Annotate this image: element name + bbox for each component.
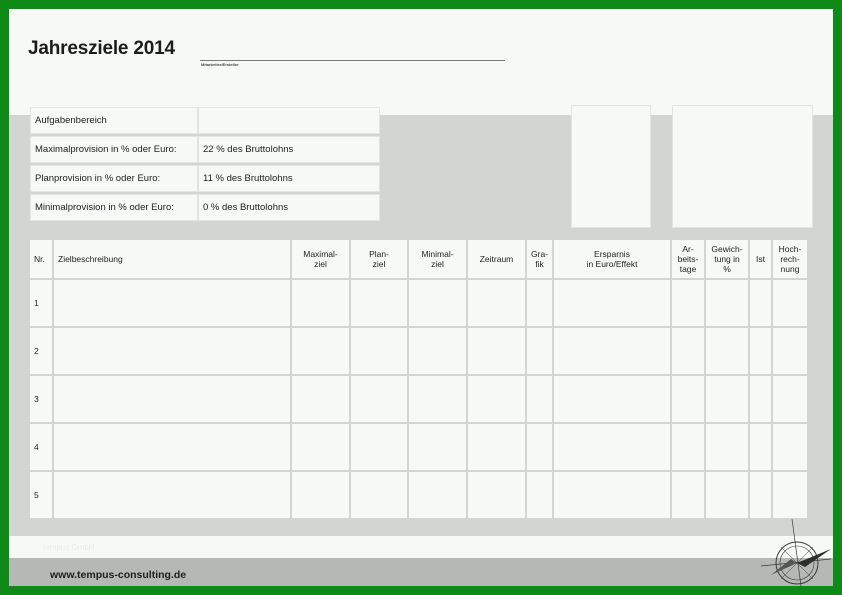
cell-planziel[interactable] bbox=[351, 280, 407, 326]
employee-line-label: Mitarbeiter/Ersteller bbox=[201, 62, 239, 67]
cell-maximalziel[interactable] bbox=[292, 472, 349, 518]
cell-minimalziel[interactable] bbox=[409, 328, 466, 374]
table-row bbox=[30, 376, 807, 422]
row-number: 1 bbox=[30, 280, 52, 326]
cell-planziel[interactable] bbox=[351, 424, 407, 470]
header-minimalziel: Minimal- ziel bbox=[409, 240, 466, 278]
table-row bbox=[30, 424, 807, 470]
cell-maximalziel[interactable] bbox=[292, 376, 349, 422]
cell-ist[interactable] bbox=[750, 328, 771, 374]
cell-zielbeschreibung[interactable] bbox=[54, 472, 290, 518]
cell-grafik[interactable] bbox=[527, 424, 552, 470]
cell-ersparnis[interactable] bbox=[554, 376, 670, 422]
table-row bbox=[30, 472, 807, 518]
header-hochrechnung: Hoch- rech- nung bbox=[773, 240, 807, 278]
cell-grafik[interactable] bbox=[527, 328, 552, 374]
goals-table bbox=[28, 238, 809, 520]
table-row bbox=[30, 280, 807, 326]
info-label: Aufgabenbereich bbox=[30, 107, 198, 134]
cell-gewichtung[interactable] bbox=[706, 328, 748, 374]
cell-zeitraum[interactable] bbox=[468, 328, 525, 374]
cell-gewichtung[interactable] bbox=[706, 424, 748, 470]
info-value[interactable]: 0 % des Bruttolohns bbox=[198, 194, 380, 221]
cell-grafik[interactable] bbox=[527, 376, 552, 422]
cell-arbeitstage[interactable] bbox=[672, 424, 704, 470]
cell-ist[interactable] bbox=[750, 424, 771, 470]
cell-zeitraum[interactable] bbox=[468, 376, 525, 422]
cell-planziel[interactable] bbox=[351, 376, 407, 422]
header-nr: Nr. bbox=[30, 240, 52, 278]
compass-logo-icon bbox=[761, 519, 831, 586]
row-number: 4 bbox=[30, 424, 52, 470]
header-zeitraum: Zeitraum bbox=[468, 240, 525, 278]
cell-planziel[interactable] bbox=[351, 328, 407, 374]
cell-hochrechnung[interactable] bbox=[773, 280, 807, 326]
info-row bbox=[30, 194, 380, 221]
cell-hochrechnung[interactable] bbox=[773, 328, 807, 374]
cell-hochrechnung[interactable] bbox=[773, 424, 807, 470]
cell-arbeitstage[interactable] bbox=[672, 280, 704, 326]
info-label: Minimalprovision in % oder Euro: bbox=[30, 194, 198, 221]
cell-arbeitstage[interactable] bbox=[672, 328, 704, 374]
table-row bbox=[30, 328, 807, 374]
info-row bbox=[30, 136, 380, 163]
cell-minimalziel[interactable] bbox=[409, 424, 466, 470]
info-row bbox=[30, 107, 380, 134]
cell-grafik[interactable] bbox=[527, 280, 552, 326]
cell-zielbeschreibung[interactable] bbox=[54, 280, 290, 326]
document-page bbox=[9, 9, 833, 586]
cell-zeitraum[interactable] bbox=[468, 280, 525, 326]
cell-zielbeschreibung[interactable] bbox=[54, 424, 290, 470]
info-value[interactable]: 11 % des Bruttolohns bbox=[198, 165, 380, 192]
header-maximalziel: Maximal- ziel bbox=[292, 240, 349, 278]
cell-minimalziel[interactable] bbox=[409, 376, 466, 422]
header-planziel: Plan- ziel bbox=[351, 240, 407, 278]
info-label: Maximalprovision in % oder Euro: bbox=[30, 136, 198, 163]
header-gewichtung: Gewich- tung in % bbox=[706, 240, 748, 278]
info-value[interactable] bbox=[198, 107, 380, 134]
footer-website[interactable]: www.tempus-consulting.de bbox=[50, 569, 187, 581]
cell-maximalziel[interactable] bbox=[292, 328, 349, 374]
cell-arbeitstage[interactable] bbox=[672, 376, 704, 422]
cell-ist[interactable] bbox=[750, 472, 771, 518]
notes-box[interactable] bbox=[672, 105, 813, 228]
info-label: Planprovision in % oder Euro: bbox=[30, 165, 198, 192]
row-number: 2 bbox=[30, 328, 52, 374]
goals-header-row bbox=[30, 240, 807, 278]
header-zielbeschreibung: Zielbeschreibung bbox=[54, 240, 290, 278]
employee-line bbox=[200, 60, 505, 61]
cell-hochrechnung[interactable] bbox=[773, 376, 807, 422]
photo-box[interactable] bbox=[571, 105, 651, 228]
cell-zeitraum[interactable] bbox=[468, 472, 525, 518]
commission-info-table bbox=[30, 105, 380, 223]
header-arbeitstage: Ar- beits- tage bbox=[672, 240, 704, 278]
cell-hochrechnung[interactable] bbox=[773, 472, 807, 518]
header-grafik: Gra- fik bbox=[527, 240, 552, 278]
cell-zeitraum[interactable] bbox=[468, 424, 525, 470]
cell-planziel[interactable] bbox=[351, 472, 407, 518]
cell-ersparnis[interactable] bbox=[554, 424, 670, 470]
cell-zielbeschreibung[interactable] bbox=[54, 328, 290, 374]
cell-zielbeschreibung[interactable] bbox=[54, 376, 290, 422]
row-number: 3 bbox=[30, 376, 52, 422]
faint-watermark-text: tempus GmbH bbox=[43, 543, 95, 552]
cell-maximalziel[interactable] bbox=[292, 280, 349, 326]
cell-minimalziel[interactable] bbox=[409, 472, 466, 518]
cell-ersparnis[interactable] bbox=[554, 328, 670, 374]
cell-ersparnis[interactable] bbox=[554, 280, 670, 326]
cell-maximalziel[interactable] bbox=[292, 424, 349, 470]
cell-ersparnis[interactable] bbox=[554, 472, 670, 518]
info-value[interactable]: 22 % des Bruttolohns bbox=[198, 136, 380, 163]
header-ist: Ist bbox=[750, 240, 771, 278]
document-title: Jahresziele 2014 bbox=[28, 38, 175, 59]
cell-arbeitstage[interactable] bbox=[672, 472, 704, 518]
cell-minimalziel[interactable] bbox=[409, 280, 466, 326]
cell-ist[interactable] bbox=[750, 376, 771, 422]
header-ersparnis: Ersparnis in Euro/Effekt bbox=[554, 240, 670, 278]
info-row bbox=[30, 165, 380, 192]
cell-gewichtung[interactable] bbox=[706, 472, 748, 518]
cell-gewichtung[interactable] bbox=[706, 280, 748, 326]
row-number: 5 bbox=[30, 472, 52, 518]
cell-gewichtung[interactable] bbox=[706, 376, 748, 422]
cell-ist[interactable] bbox=[750, 280, 771, 326]
cell-grafik[interactable] bbox=[527, 472, 552, 518]
